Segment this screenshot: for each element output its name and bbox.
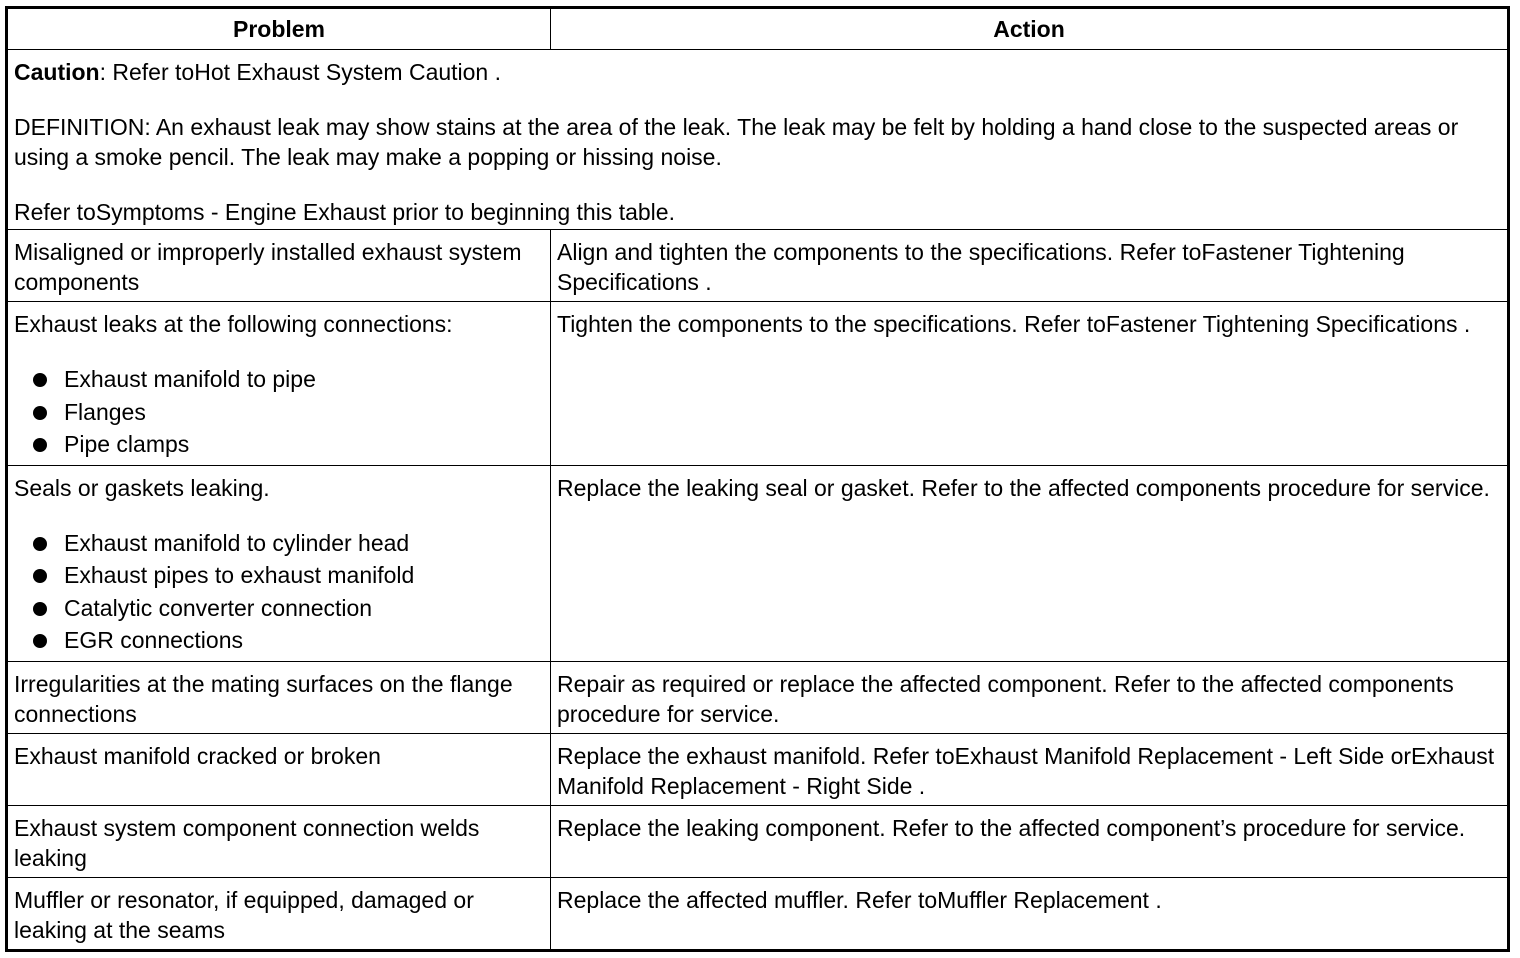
action-cell — [551, 877, 1509, 950]
action-cell — [551, 805, 1509, 877]
column-header-problem: Problem — [7, 8, 551, 50]
bullet-list — [14, 363, 544, 461]
diagnostic-table — [5, 6, 1510, 952]
table-row — [7, 302, 1509, 466]
action-text: Replace the leaking component. Refer to the affected component’s procedure for service. — [557, 814, 1466, 841]
column-header-action: Action — [551, 8, 1509, 50]
list-item: Flanges — [14, 396, 544, 429]
bullet-list — [14, 527, 544, 657]
action-cell — [551, 661, 1509, 733]
action-text: Tighten the components to the specifications. Refer toFastener Tightening Specifications . — [557, 311, 1471, 337]
list-item: Exhaust manifold to pipe — [14, 363, 544, 396]
action-text: Replace the affected muffler. Refer toMuffler Replacement . — [557, 886, 1162, 913]
table-row — [7, 805, 1509, 877]
list-item: EGR connections — [14, 624, 544, 657]
action-text: Align and tighten the components to the specifications. Refer toFastener Tightening Specifications . — [557, 239, 1405, 295]
list-item: Catalytic converter connection — [14, 592, 544, 625]
problem-text: Exhaust manifold cracked or broken — [14, 742, 381, 769]
note-row — [7, 50, 1509, 230]
caution-text: : Refer toHot Exhaust System Caution . — [99, 59, 502, 85]
table-row — [7, 465, 1509, 661]
problem-cell — [7, 465, 551, 661]
action-text: Repair as required or replace the affected component. Refer to the affected components procedure for service. — [557, 670, 1454, 727]
action-cell — [551, 733, 1509, 805]
action-cell — [551, 230, 1509, 302]
problem-text: Irregularities at the mating surfaces on the flange connections — [14, 670, 513, 727]
problem-text: Muffler or resonator, if equipped, damaged or leaking at the seams — [14, 886, 474, 943]
problem-text: Misaligned or improperly installed exhaust system components — [14, 239, 522, 295]
table-row — [7, 733, 1509, 805]
list-item: Pipe clamps — [14, 428, 544, 461]
action-text: Replace the exhaust manifold. Refer toExhaust Manifold Replacement - Left Side orExhaust Manifold Replacement - Right Side . — [557, 742, 1495, 799]
problem-cell — [7, 661, 551, 733]
caution-line — [14, 57, 1501, 87]
problem-cell — [7, 877, 551, 950]
refer-text: Refer toSymptoms - Engine Exhaust prior to beginning this table. — [14, 199, 675, 225]
problem-cell — [7, 230, 551, 302]
caution-label: Caution — [14, 59, 100, 85]
problem-cell — [7, 805, 551, 877]
problem-text: Seals or gaskets leaking. — [14, 474, 270, 501]
header-row — [7, 8, 1509, 50]
definition-text: DEFINITION: An exhaust leak may show stains at the area of the leak. The leak may be felt by holding a hand close to the suspected areas or using a smoke pencil. The leak may make a popping or hissing noise. — [14, 114, 1459, 170]
note-cell — [7, 50, 1509, 230]
problem-text: Exhaust leaks at the following connections: — [14, 311, 453, 337]
action-cell — [551, 302, 1509, 466]
table-row — [7, 230, 1509, 302]
list-item: Exhaust manifold to cylinder head — [14, 527, 544, 560]
table-row — [7, 661, 1509, 733]
problem-cell — [7, 302, 551, 466]
list-item: Exhaust pipes to exhaust manifold — [14, 559, 544, 592]
action-cell — [551, 465, 1509, 661]
problem-text: Exhaust system component connection welds leaking — [14, 814, 480, 871]
table-row — [7, 877, 1509, 950]
action-text: Replace the leaking seal or gasket. Refer to the affected components procedure for service. — [557, 474, 1490, 501]
problem-cell — [7, 733, 551, 805]
